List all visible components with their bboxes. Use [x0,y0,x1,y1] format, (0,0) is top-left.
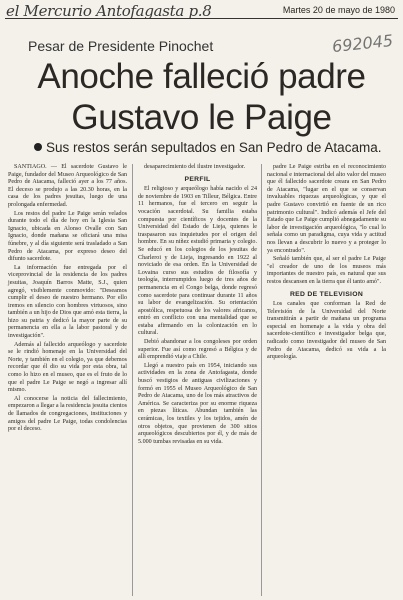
handwritten-newspaper-name: el Mercurio [6,2,92,20]
kicker: Pesar de Presidente Pinochet [28,38,214,54]
article-paragraph: La información fue entregada por el viceprovincial de la residencia de los padres jesuitas, Joaquín Barros Matte, S.J., quien agregó, visiblemente conmovido: "Deseamos cumplir el deseo de nuestro hermano. Por ello iremos en silencio con hombres virtuosos, sino también a un hijo de Dios que amó esta tierra, la hizo su patria y dedicó la mayor parte de su permanencia en ella a la labor pastoral y de investigación". [8,264,127,340]
article-paragraph: Además al fallecido arqueólogo y sacerdote se le rindió homenaje en la Universidad del Norte, y también en el colegio, ya que debemos recordar que él dio su vida por esta obra, tal como lo hizo en el museo, que es el fruto de lo que el padre Le Paige se negó a ingresar allí mismo. [8,341,127,394]
handwritten-city-page: Antofagasta p.8 [96,2,212,20]
section-heading: PERFIL [184,175,211,183]
article-paragraph: Debió abandonar a los congoleses por orden superior. Fue así como regresó a Bélgica y de allí emprendió viaje a Chile. [138,339,257,361]
article-column-3 [267,164,386,363]
top-rule [5,18,398,19]
article-paragraph: Los restos del padre Le Paige serán velados durante todo el día de hoy en la Iglesia San Ignacio, ubicada en Alonso Ovalle con San Ignacio, donde mañana se oficiará una misa fúnebre, y al día siguiente será trasladado a San Pedro de Atacama, por expreso deseo del difunto sacerdote. [8,210,127,263]
article-paragraph: SANTIAGO. — El sacerdote Gustavo le Paige, fundador del Museo Arqueológico de San Pedro de Atacama, falleció ayer a los 77 años. El deceso se produjo a las 20.30 horas, en la casa de los padres jesuitas, luego de una prolongada enfermedad. [8,164,127,208]
article-paragraph: Llegó a nuestro país en 1954, iniciando sus actividades en la zona de Antofagasta, donde buscó vestigios de antiguas civilizaciones y formó en 1955 el Museo Arqueológico de San Pedro de Atacama, uno de los más atractivos de América. Se caracteriza por su enorme riqueza en piezas líticas. Abundan también las cerámicas, los textiles y los tejidos, amén de otros objetos, que provienen de 300 sitios arqueológicos descubiertos por él, y de más de 5.000 tumbas revisadas en su vida. [138,362,257,445]
article-paragraph: Señaló también que, al ser el padre Le Paige "el creador de uno de los museos más importantes de nuestro país, es natural que sus restos descansen en la tierra que él tanto amó". [267,256,386,285]
headline-line-2: Gustavo le Paige [71,98,332,137]
dateline: Martes 20 de mayo de 1980 [282,5,395,15]
column-rule [132,164,133,596]
article-column-1 [8,164,127,435]
section-heading: RED DE TELEVISION [289,290,364,298]
article-paragraph: desaparecimiento del ilustre investigador. [144,164,246,170]
bullet-icon [34,143,42,151]
archive-stamp: 692045 [331,30,394,57]
article-paragraph: padre Le Paige estriba en el reconocimiento nacional e internacional del alto valor del museo que él fallecido sacerdote creara en San Pedro de Atacama, "lugar en el que se conservan invaluables riquezas arqueológicas, y que el padre Gustavo convirtió en fuente de un rico patrimonio cultural". Indicó además el Jefe del Estado que Le Paige cumplió abnegadamente su labor de investigación arqueológica, "lo cual lo señala como un paradigma, cuya vida y actitud nos llevan a descubrir lo nuevo y a proteger lo ya encontrado". [267,164,386,254]
article-paragraph: El religioso y arqueólogo había nacido el 24 de noviembre de 1903 en Tilleur, Bélgica. Entre 11 hermanos, fue el tercero en seguir la vocación sacerdotal. Su familia estaba compuesta por científicos y docentes de la Universidad del Estado de Lieja, quienes le traspasaron sus inquietudes por el origen del hombre. En su niñez estudió primaria y colegio. Se educó en los colegios de los jesuitas de Charleroi y de Lieja, ingresando en 1922 al noviciado de esa orden. En la Universidad de Lovaina curso sus estudios de filosofía y teología, interrumpidos luego de tres años de permanencia en el Congo belga, donde regresó como sacerdote para continuar durante 11 años su labor de evangelización. Su orientación apostólica, respetuosa de los valores africanos, entró en conflicto con una mentalidad que se estaba afirmando en la colonización en lo cultural. [138,186,257,337]
article-paragraph: Al conocerse la noticia del fallecimiento, empezaron a llegar a la residencia jesuita cientos de llamados de congregaciones, instituciones y amigos del padre Le Paige, todas condolencias por el deceso. [8,395,127,433]
subheadline [34,140,381,155]
column-rule [261,164,262,596]
headline-line-1: Anoche falleció padre [37,57,366,96]
subheadline-text: Sus restos serán sepultados en San Pedro de Atacama. [46,140,382,155]
article-column-2 [138,164,257,447]
article-paragraph: Los canales que conforman la Red de Televisión de la Universidad del Norte transmitirán a partir de mañana un programa especial en homenaje a la vida y obra del sacerdote-científico e investigador belga que, radicado como investigador del museo de San Pedro de Atacama, dedicó su vida a la arqueología. [267,301,386,361]
